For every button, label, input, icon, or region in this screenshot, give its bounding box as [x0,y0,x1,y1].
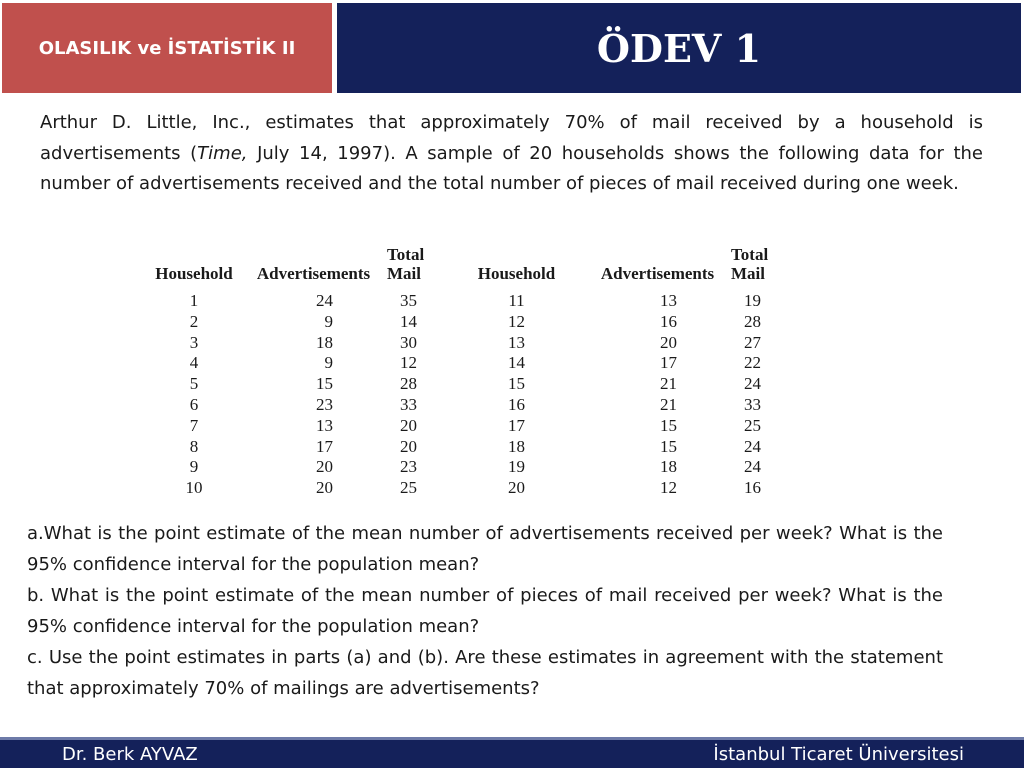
table-cell: 25 [400,478,417,498]
table-cell: 24 [744,457,761,477]
table-cell: 12 [660,478,677,498]
table-cell: 10 [185,478,203,498]
table-cell: 19 [744,291,761,310]
table-cell: 19 [508,457,525,477]
table-cell: 9 [324,311,333,331]
table-cell: 24 [744,436,761,456]
table-cell: 5 [189,374,199,394]
table-row [148,395,791,416]
problem-statement [40,108,983,200]
table-header-row [148,243,791,283]
table-cell: 9 [324,353,333,373]
table-cell: 24 [316,291,333,310]
footer-university: İstanbul Ticaret Üniversitesi [713,744,964,765]
table-row [148,478,791,499]
table-cell: 20 [660,332,677,352]
table-cell: 21 [660,374,677,394]
questions-section [27,518,943,704]
table-cell: 8 [189,436,199,456]
table-cell: 6 [189,394,199,414]
household-mail-table [148,243,791,499]
table-cell: 33 [744,394,761,414]
table-cell: 23 [316,394,333,414]
table-cell: 23 [400,457,417,477]
table-cell: 16 [508,394,525,414]
table-cell: 28 [400,374,417,394]
table-row [148,437,791,458]
slide-title-banner [337,3,1021,93]
table-cell: 14 [508,353,525,373]
table-cell: 14 [400,311,417,331]
table-cell: 12 [400,353,417,373]
header-advertisements-2: Advertisements [600,264,715,283]
problem-statement-part2: July 14, 1997). A sample of 20 households shows the following data for the number of advertisements received and the total number of pieces of mail received during one week. [40,142,983,194]
table-cell: 15 [316,374,333,394]
table-cell: 16 [744,478,761,498]
table-cell: 33 [400,394,417,414]
table-cell: 20 [400,415,417,435]
table-cell: 4 [189,353,199,373]
question-c: c. Use the point estimates in parts (a) and (b). Are these estimates in agreement with the statement that approximately 70% of mailings are advertisements? [27,647,943,699]
table-cell: 20 [508,478,525,498]
question-a: a.What is the point estimate of the mean number of advertisements received per week? What is the 95% confidence interval for the population mean? [27,523,943,575]
problem-statement-part1: Arthur D. Little, Inc., estimates that approximately 70% of mail received by a household is advertisements ( [40,112,983,164]
table-cell: 3 [189,332,199,352]
table-cell: 27 [744,332,761,352]
table-cell: 22 [744,353,761,373]
table-row [148,416,791,437]
table-cell: 15 [660,415,677,435]
table-cell: 30 [400,332,417,352]
table-cell: 20 [400,436,417,456]
table-cell: 25 [744,415,761,435]
source-italic: Time, [197,142,248,164]
table-cell: 9 [189,457,199,477]
footer-bar [0,737,1024,768]
table-cell: 17 [660,353,677,373]
table-cell: 11 [508,291,525,310]
header-total-mail-2: Total Mail [731,245,769,283]
slide-title: ÖDEV 1 [596,25,762,71]
table-row [148,353,791,374]
course-title-banner [2,3,332,93]
footer-author: Dr. Berk AYVAZ [62,744,198,765]
table-row [148,457,791,478]
table-cell: 15 [508,374,525,394]
table-cell: 28 [744,311,761,331]
table-cell: 13 [316,415,333,435]
table-cell: 21 [660,394,677,414]
table-cell: 2 [189,311,199,331]
table-cell: 15 [660,436,677,456]
table-row [148,312,791,333]
table-cell: 24 [744,374,761,394]
table-cell: 20 [316,457,333,477]
question-b: b. What is the point estimate of the mean number of pieces of mail received per week? What is the 95% confidence interval for the population mean? [27,585,943,637]
header-advertisements-1: Advertisements [256,264,371,283]
table-body [148,283,791,499]
course-title: OLASILIK ve İSTATİSTİK II [38,37,296,59]
table-cell: 1 [189,291,199,310]
table-cell: 35 [400,291,417,310]
table-cell: 12 [508,311,525,331]
table-row [148,374,791,395]
table-cell: 17 [508,415,525,435]
table-cell: 18 [660,457,677,477]
table-row [148,333,791,354]
table-row [148,283,791,312]
header-household-1: Household [155,264,233,283]
header-total-mail-1: Total Mail [387,245,425,283]
table-cell: 7 [189,415,199,435]
table-cell: 20 [316,478,333,498]
table-cell: 16 [660,311,677,331]
table-cell: 17 [316,436,333,456]
header-household-2: Household [477,264,556,283]
table-cell: 13 [508,332,525,352]
table-cell: 13 [660,291,677,310]
table-cell: 18 [316,332,333,352]
table-cell: 18 [508,436,525,456]
